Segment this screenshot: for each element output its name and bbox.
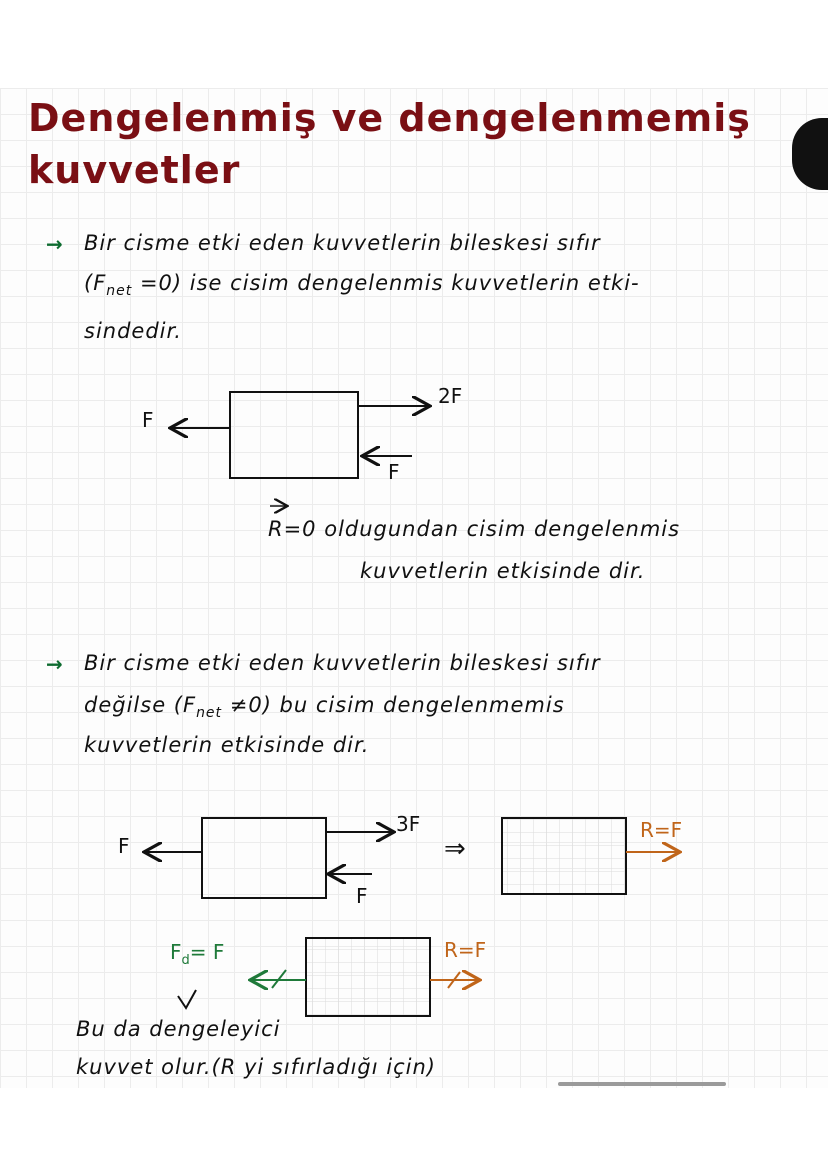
diagram2-bottom-force-label: F — [356, 884, 368, 908]
implies-arrow-icon: ⇒ — [444, 834, 466, 864]
section2-line-1: Bir cisme etki eden kuvvetlerin bileskesi sıfır — [84, 651, 601, 675]
diagram1 — [172, 392, 428, 478]
section1-line-3: sindedir. — [84, 319, 182, 343]
equilibrant-box — [306, 938, 430, 1016]
page-title-line-1: Dengelenmiş ve dengelenmemiş — [28, 96, 751, 140]
vector-f-symbol: (F — [84, 271, 107, 295]
footnote-line-2: kuvvet olur.(R yi sıfırladığı için) — [76, 1055, 436, 1079]
equilibrant-result-label: R=F — [444, 938, 487, 962]
result-diagram — [502, 818, 678, 894]
section1-line-1: Bir cisme etki eden kuvvetlerin bileskesi sıfır — [84, 231, 601, 255]
diagram2 — [146, 818, 392, 898]
page-title-line-2: kuvvetler — [28, 148, 241, 192]
bullet-arrow-icon: → — [46, 232, 63, 256]
diagram1-left-force-label: F — [142, 408, 154, 432]
section1-note-line-2: kuvvetlerin etkisinde dir. — [360, 559, 646, 583]
diagram2-box — [202, 818, 326, 898]
diagram2-left-force-label: F — [118, 834, 130, 858]
diagram1-bottom-force-label: F — [388, 460, 400, 484]
equilibrant-subscript: d — [181, 953, 190, 968]
section1-line-2-rest: =0) ise cisim dengelenmis kuvvetlerin etki- — [139, 271, 640, 295]
section1-note-line-1: R=0 oldugundan cisim dengelenmis — [268, 517, 681, 541]
equilibrant-f: F — [170, 940, 182, 964]
diagram1-right-force-label: 2F — [438, 384, 463, 408]
net-subscript-2: net — [196, 705, 223, 722]
result-label: R=F — [640, 818, 683, 842]
equilibrant-rest: = F — [189, 940, 225, 964]
result-box — [502, 818, 626, 894]
equilibrant-diagram — [178, 938, 478, 1016]
section2-line-2-rest: ≠0) bu cisim dengelenmemis — [229, 693, 565, 717]
diagram2-right-force-label: 3F — [396, 812, 421, 836]
section2-line-3: kuvvetlerin etkisinde dir. — [84, 733, 370, 757]
section2-line-2-start: değilse (F — [84, 693, 197, 717]
footnote-line-1: Bu da dengeleyici — [76, 1017, 281, 1041]
check-mark-icon — [178, 990, 196, 1008]
net-subscript: net — [106, 283, 133, 300]
diagram1-box — [230, 392, 358, 478]
bullet-arrow-icon-2: → — [46, 652, 63, 676]
